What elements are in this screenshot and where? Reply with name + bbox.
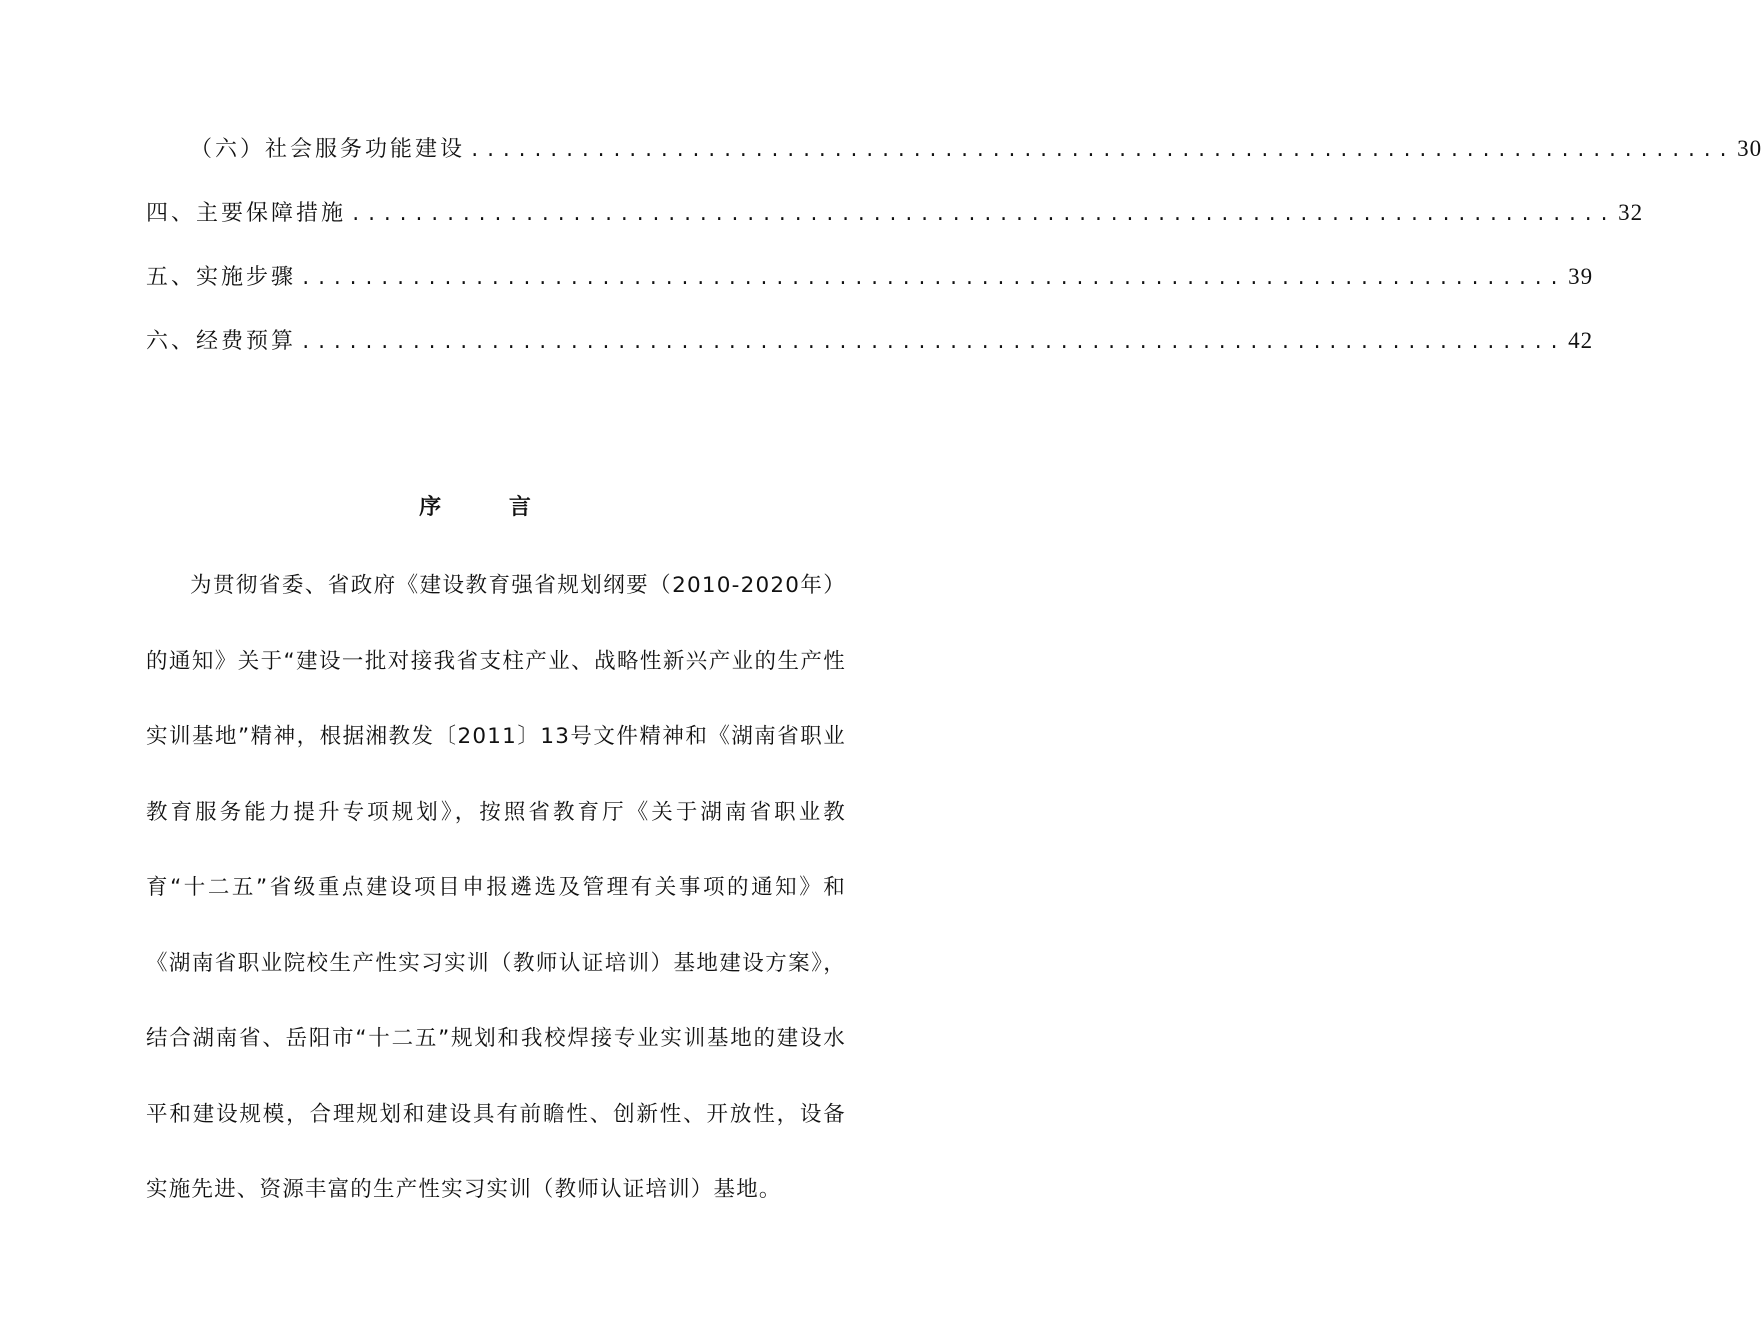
table-of-contents	[146, 132, 1762, 388]
toc-entry-budget[interactable]	[146, 324, 1594, 388]
toc-entry-page: 32	[1618, 200, 1644, 225]
preface-paragraph: 为贯彻省委、省政府《建设教育强省规划纲要（2010-2020年）的通知》关于“建设一批对接我省支柱产业、战略性新兴产业的生产性实训基地”精神，根据湘教发〔2011〕13号文件精神和《湖南省职业教育服务能力提升专项规划》，按照省教育厅《关于湖南省职业教育“十二五”省级重点建设项目申报遴选及管理有关事项的通知》和《湖南省职业院校生产性实习实训（教师认证培训）基地建设方案》，结合湖南省、岳阳市“十二五”规划和我校焊接专业实训基地的建设水平和建设规模，合理规划和建设具有前瞻性、创新性、开放性，设备实施先进、资源丰富的生产性实习实训（教师认证培训）基地。	[146, 573, 846, 1202]
toc-entry-steps[interactable]	[146, 260, 1594, 324]
toc-leader-dots: ................................................................................	[300, 332, 1565, 354]
toc-entry-label: 六、经费预算	[146, 329, 297, 354]
toc-entry-page: 39	[1568, 264, 1594, 289]
toc-leader-dots: ................................................................................	[300, 268, 1565, 290]
toc-entry-label: 四、主要保障措施	[146, 201, 347, 226]
preface-title: 序 言	[419, 495, 561, 520]
toc-leader-dots: ................................................................................	[469, 140, 1734, 162]
toc-entry-label: （六）社会服务功能建设	[190, 137, 466, 162]
toc-entry-page: 30	[1737, 136, 1762, 161]
toc-entry-page: 42	[1568, 328, 1594, 353]
toc-entry-label: 五、实施步骤	[146, 265, 297, 290]
toc-leader-dots: ................................................................................	[350, 204, 1615, 226]
toc-entry-social-service[interactable]	[146, 132, 1762, 196]
toc-entry-safeguards[interactable]	[146, 196, 1644, 260]
